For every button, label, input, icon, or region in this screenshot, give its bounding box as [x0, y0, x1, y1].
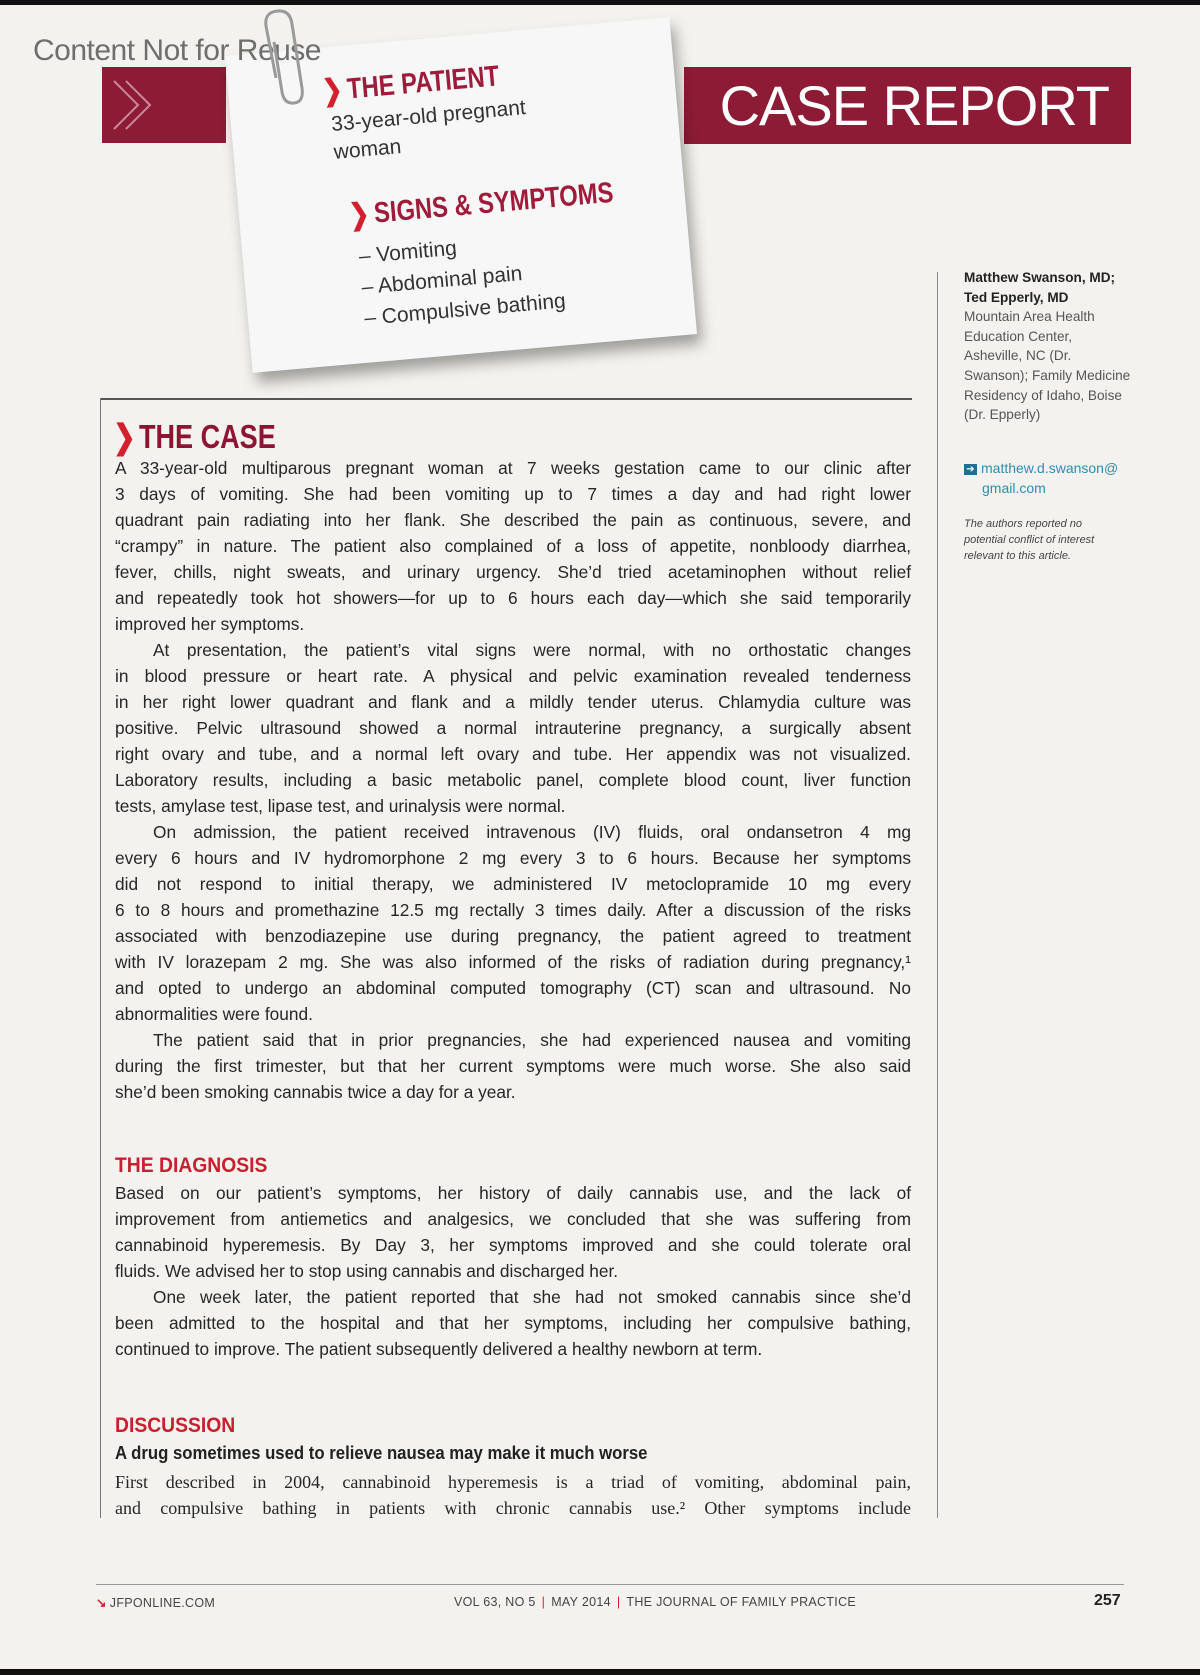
separator: |: [541, 1595, 546, 1609]
text-line: in her right lower quadrant and flank and a mildly tender uterus. Chlamydia culture was: [115, 692, 911, 712]
text-line: abnormalities were found.: [115, 1004, 313, 1024]
text-line: improved her symptoms.: [115, 614, 305, 634]
article-box-top-rule: [101, 398, 912, 400]
disclaimer-line: relevant to this article.: [964, 550, 1071, 562]
footer-site-text[interactable]: JFPONLINE.COM: [109, 1596, 216, 1610]
text-line: she’d been smoking cannabis twice a day for a year.: [115, 1082, 516, 1102]
separator: |: [616, 1595, 621, 1609]
email-line[interactable]: matthew.d.swanson@: [981, 460, 1119, 476]
text-line: First described in 2004, cannabinoid hyperemesis is a triad of vomiting, abdominal pain,: [115, 1472, 911, 1492]
footer-journal: THE JOURNAL OF FAMILY PRACTICE: [626, 1595, 857, 1609]
affiliation-line: Mountain Area Health: [964, 309, 1095, 325]
text-line: with IV lorazepam 2 mg. She was also informed of the risks of radiation during pregnancy,¹: [115, 952, 911, 972]
text-line: and compulsive bathing in patients with chronic cannabis use.² Other symptoms include: [115, 1498, 911, 1518]
banner-right: [684, 67, 1131, 144]
text-line: At presentation, the patient’s vital signs were normal, with no orthostatic changes: [153, 640, 911, 660]
disclaimer-line: The authors reported no: [964, 518, 1083, 530]
case-heading-text: THE CASE: [138, 418, 276, 455]
text-line: positive. Pelvic ultrasound showed a normal intrauterine pregnancy, a surgically absent: [115, 718, 911, 738]
footer-date: MAY 2014: [551, 1595, 611, 1609]
symptom-item: – Abdominal pain: [360, 262, 524, 299]
watermark: Content Not for Reuse: [33, 34, 321, 67]
text-line: continued to improve. The patient subsequently delivered a healthy newborn at term.: [115, 1339, 763, 1359]
affiliation-line: (Dr. Epperly): [964, 407, 1041, 423]
text-line: On admission, the patient received intravenous (IV) fluids, oral ondansetron 4 mg: [153, 822, 911, 842]
text-line: quadrant pain radiating into her flank. She described the pain as continuous, severe, and: [115, 510, 911, 530]
text-line: did not respond to initial therapy, we administered IV metoclopramide 10 mg every: [115, 874, 911, 894]
text-line: and repeatedly took hot showers—for up to 6 hours each day—which she said temporarily: [115, 588, 911, 608]
text-line: 3 days of vomiting. She had been vomiting up to 7 times a day and had right lower: [115, 484, 911, 504]
text-line: cannabinoid hyperemesis. By Day 3, her symptoms improved and she could tolerate oral: [115, 1235, 911, 1255]
affiliation-line: Swanson); Family Medicine: [964, 367, 1131, 383]
text-line: during the first trimester, but that her current symptoms were much worse. She also said: [115, 1056, 911, 1076]
text-line: fever, chills, night sweats, and urinary urgency. She’d tried acetaminophen without relief: [115, 562, 911, 582]
signs-heading-text: SIGNS & SYMPTOMS: [372, 176, 615, 230]
text-line: been admitted to the hospital and that her symptoms, including her compulsive bathing,: [115, 1313, 911, 1333]
text-line: every 6 hours and IV hydromorphone 2 mg every 3 to 6 hours. Because her symptoms: [115, 848, 911, 868]
chevron-icon: ❯: [321, 74, 344, 108]
text-line: tests, amylase test, lipase test, and urinalysis were normal.: [115, 796, 566, 816]
discussion-subheading: A drug sometimes used to relieve nausea may make it much worse: [115, 1443, 648, 1463]
section-title: CASE REPORT: [719, 74, 1109, 137]
patient-line: woman: [332, 135, 403, 164]
email-link[interactable]: [964, 458, 1118, 498]
text-line: right ovary and tube, and a normal left ovary and tube. Her appendix was not visualized.: [115, 744, 911, 764]
affiliation-line: Asheville, NC (Dr.: [964, 348, 1072, 364]
discussion-heading: DISCUSSION: [115, 1414, 236, 1437]
text-line: “crampy” in nature. The patient also complained of a loss of appetite, nonbloody diarrhea,: [115, 536, 911, 556]
discussion-body: [115, 1469, 911, 1521]
text-line: One week later, the patient reported that she had not smoked cannabis since she’d: [153, 1287, 911, 1307]
case-heading: [113, 417, 276, 456]
footer-rule: [96, 1584, 1124, 1585]
banner-left: [102, 67, 226, 143]
page-number: 257: [1094, 1592, 1121, 1609]
email-line[interactable]: gmail.com: [982, 480, 1046, 496]
chevron-icon: ❯: [113, 418, 136, 455]
patient-line: 33-year-old pregnant: [330, 96, 527, 136]
email-arrow-icon: ➔: [964, 464, 977, 475]
conflict-disclaimer: [964, 516, 1154, 564]
text-line: A 33-year-old multiparous pregnant woman at 7 weeks gestation came to our clinic after: [115, 458, 911, 478]
symptom-item: – Compulsive bathing: [363, 289, 567, 330]
footer-volume: VOL 63, NO 5: [454, 1595, 536, 1609]
case-body: [115, 455, 911, 1105]
article-box-left-rule: [100, 398, 101, 1518]
text-line: Laboratory results, including a basic metabolic panel, complete blood count, liver function: [115, 770, 911, 790]
patient-heading-text: THE PATIENT: [345, 60, 501, 106]
text-line: in blood pressure or heart rate. A physical and pelvic examination revealed tenderness: [115, 666, 911, 686]
affiliation-line: Education Center,: [964, 328, 1073, 344]
diagnosis-heading: THE DIAGNOSIS: [115, 1154, 268, 1177]
arrow-icon: ↘: [96, 1596, 107, 1610]
chevron-icon: ❯: [347, 198, 371, 232]
text-line: The patient said that in prior pregnancies, she had experienced nausea and vomiting: [153, 1030, 911, 1050]
diagnosis-body: [115, 1180, 911, 1362]
scan-edge-top: [0, 0, 1200, 5]
author-name: Matthew Swanson, MD;: [964, 270, 1116, 285]
affiliation-line: Residency of Idaho, Boise: [964, 387, 1122, 403]
text-line: fluids. We advised her to stop using cannabis and discharged her.: [115, 1261, 619, 1281]
footer-citation: [454, 1595, 856, 1609]
paperclip-icon: [256, 8, 316, 108]
author-info: [964, 268, 1174, 425]
signs-heading: [348, 175, 615, 233]
footer-site[interactable]: [96, 1595, 215, 1610]
column-rule: [937, 272, 938, 1518]
text-line: 6 to 8 hours and promethazine 12.5 mg rectally 3 times daily. After a discussion of the risks: [115, 900, 911, 920]
double-chevron-icon: [110, 77, 160, 133]
text-line: and opted to undergo an abdominal computed tomography (CT) scan and ultrasound. No: [115, 978, 911, 998]
text-line: Based on our patient’s symptoms, her history of daily cannabis use, and the lack of: [115, 1183, 911, 1203]
text-line: improvement from antiemetics and analgesics, we concluded that she was suffering from: [115, 1209, 911, 1229]
author-name: Ted Epperly, MD: [964, 289, 1069, 305]
disclaimer-line: potential conflict of interest: [964, 534, 1095, 546]
text-line: associated with benzodiazepine use during pregnancy, the patient agreed to treatment: [115, 926, 911, 946]
symptom-item: – Vomiting: [357, 236, 458, 269]
scan-edge-bottom: [0, 1669, 1200, 1675]
